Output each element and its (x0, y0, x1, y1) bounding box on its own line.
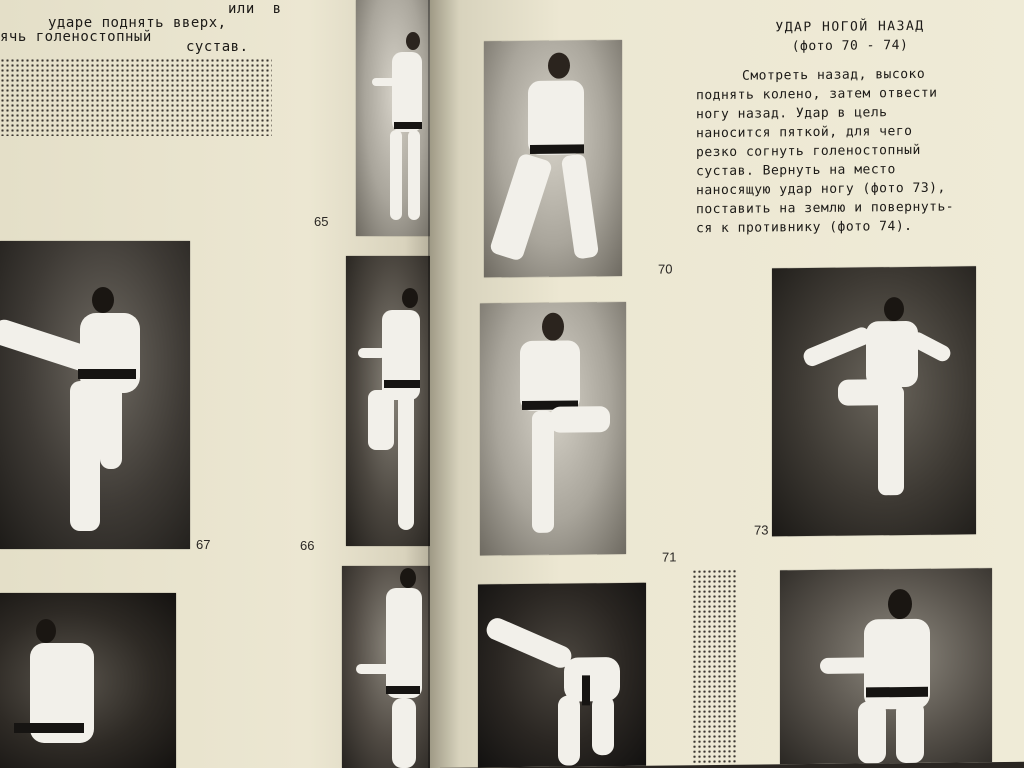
photo-72 (478, 583, 646, 768)
photo-label-73: 73 (754, 522, 769, 538)
left-text-line-1: или в (228, 1, 282, 17)
right-page (430, 0, 1024, 768)
body-line-7: наносящую удар ногу (фото 73), (696, 180, 946, 199)
photo-74 (780, 568, 992, 764)
body-line-6: сустав. Вернуть на место (696, 162, 896, 180)
body-line-3: ногу назад. Удар в цель (696, 105, 888, 123)
photo-73 (772, 266, 976, 536)
section-subtitle: (фото 70 - 74) (791, 37, 909, 55)
halftone-pattern (0, 58, 272, 136)
photo-bottom-left-column (342, 566, 432, 768)
photo-65 (356, 0, 434, 236)
photo-66 (346, 256, 430, 546)
left-page (0, 0, 440, 768)
body-line-9: ся к противнику (фото 74). (696, 218, 913, 237)
photo-label-67: 67 (196, 537, 211, 552)
photo-67 (0, 241, 190, 549)
left-text-line-2: ударе поднять вверх, (48, 15, 227, 31)
body-line-8: поставить на землю и повернуть- (696, 199, 955, 218)
left-text-line-3: ячь голеностопный (0, 29, 152, 45)
body-line-5: резко согнуть голеностопный (696, 142, 921, 161)
left-text-line-4: сустав. (186, 39, 249, 55)
photo-label-70: 70 (658, 261, 673, 277)
body-line-1: Смотреть назад, высоко (742, 66, 926, 84)
photo-70 (484, 40, 622, 277)
photo-label-65: 65 (314, 214, 329, 229)
halftone-strip (692, 569, 738, 765)
photo-label-71: 71 (662, 549, 677, 565)
body-line-2: поднять колено, затем отвести (696, 85, 938, 104)
photo-label-66: 66 (300, 538, 315, 553)
photo-71 (480, 302, 626, 556)
photo-bottom-left (0, 593, 176, 768)
section-title: УДАР НОГОЙ НАЗАД (775, 18, 925, 36)
body-line-4: наносится пяткой, для чего (696, 123, 913, 142)
